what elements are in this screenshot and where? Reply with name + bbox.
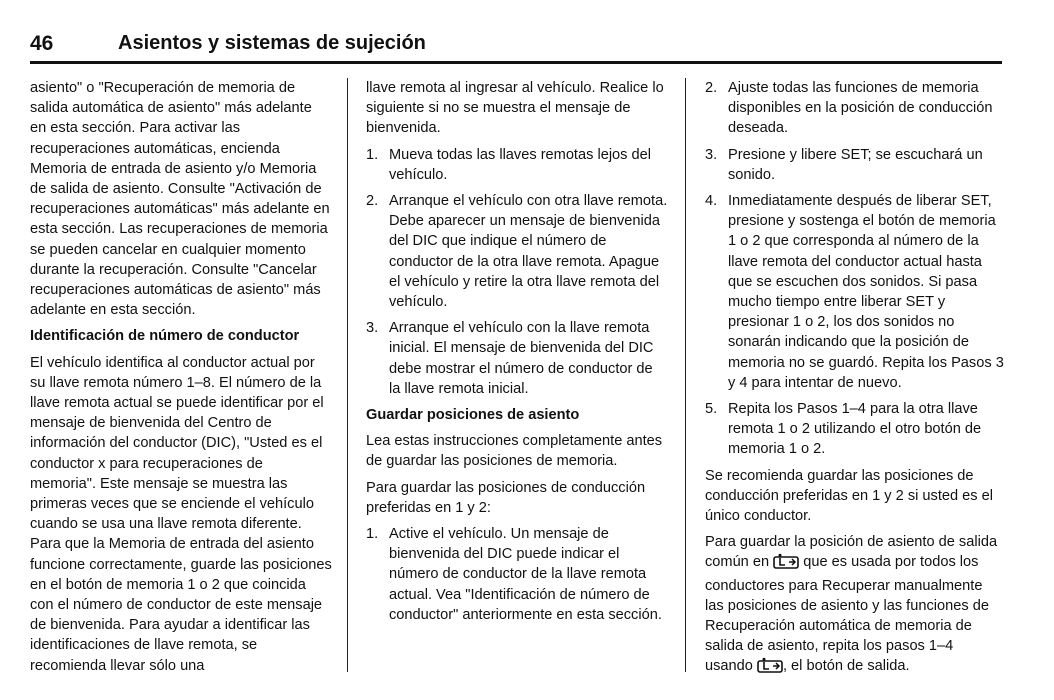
exit-seat-icon [773,553,799,575]
step-number: 1. [366,146,379,163]
step-text: Arranque el vehículo con la llave remota inicial. El mensaje de bienvenida del DIC debe mostrar el número de conductor de la llave remota inicial. [389,320,654,397]
step-number: 3. [705,146,718,163]
step-number: 1. [366,526,379,543]
steps-list [366,145,668,399]
text-run: que es usada por todos los conductores para Recuperar manualmente las posiciones de asiento y las funciones de Recuperación automática de memoria de salida de asiento, repita los pasos 1–4 usando [705,554,989,675]
text-run: Para guardar la posición de asiento de salida común en [705,534,998,571]
column-3 [705,78,1005,686]
column-divider [347,78,348,672]
subheading-driver-id: Identificación de número de conductor [30,328,300,345]
paragraph [705,532,1005,679]
list-item [705,399,1005,460]
paragraph: llave remota al ingresar al vehículo. Realice lo siguiente si no se muestra el mensaje de bienvenida. [366,80,664,137]
step-number: 3. [366,320,379,337]
list-item [366,524,668,625]
step-text: Mueva todas las llaves remotas lejos del vehículo. [389,146,652,183]
text-run: , el botón de salida. [782,658,910,675]
step-text: Ajuste todas las funciones de memoria disponibles en la posición de conducción deseada. [728,80,993,137]
page-header [30,30,1002,60]
step-text: Repita los Pasos 1–4 para la otra llave remota 1 o 2 utilizando el otro botón de memoria 1 o 2. [728,401,982,458]
step-text: Arranque el vehículo con otra llave remota. Debe aparecer un mensaje de bienvenida del DIC que indique el número de conductor de la otra llave remota. Apague el vehículo y retire la otra llave remota del vehículo. [389,193,668,311]
subheading-save-positions: Guardar posiciones de asiento [366,407,580,424]
list-item [705,191,1005,393]
section-title: Asientos y sistemas de sujeción [118,32,426,54]
step-number: 2. [366,193,379,210]
step-text: Presione y libere SET; se escuchará un sonido. [728,146,983,183]
step-text: Inmediatamente después de liberar SET, presione y sostenga el botón de memoria 1 o 2 que corresponda al número de la llave remota del conductor actual hasta que se escuchen dos sonidos. Si pasa mucho tiempo entre liberar SET y presionar 1 o 2, los dos sonidos no sonarán indicando que la posición de memoria no se guardó. Repita los Pasos 3 y 4 para intentar de nuevo. [728,193,1004,391]
column-2 [366,78,668,631]
paragraph: Para guardar las posiciones de conducción preferidas en 1 y 2: [366,479,646,516]
step-number: 4. [705,193,718,210]
list-item [366,145,668,185]
list-item [366,318,668,399]
header-rule [30,61,1002,64]
exit-seat-icon [757,657,783,679]
list-item [705,78,1005,139]
list-item [366,191,668,312]
paragraph: Lea estas instrucciones completamente antes de guardar las posiciones de memoria. [366,433,663,470]
paragraph: El vehículo identifica al conductor actual por su llave remota número 1–8. El número de la llave remota actual se puede identificar por el mensaje de bienvenida del Centro de información del conductor (DIC), "Usted es el conductor x para recuperaciones de memoria". Este mensaje se muestra las primeras veces que se enciende el vehículo cuando se usa una llave remota diferente. Para que la Memoria de entrada del asiento funcione correctamente, guarde las posiciones en el botón de memoria 1 o 2 que coincida con el número de conductor de este mensaje de bienvenida. Para ayudar a identificar las identificaciones de llave remota, se recomienda llevar sólo una [30,354,332,674]
page-number: 46 [30,32,54,55]
paragraph: asiento" o "Recuperación de memoria de salida automática de asiento" más adelante en esta sección. Para activar las recuperaciones automáticas, encienda Memoria de entrada de asiento y/o Memoria de salida de asiento. Consulte "Activación de recuperaciones automáticas" más adelante en esta sección. Las recuperaciones de memoria se pueden cancelar en cualquier momento durante la recuperación. Consulte "Cancelar recuperaciones automáticas de asiento" más adelante en esta sección. [30,80,330,319]
paragraph: Se recomienda guardar las posiciones de conducción preferidas en 1 y 2 si usted es el único conductor. [705,467,993,525]
steps-list [705,78,1005,460]
column-1 [30,78,332,682]
step-number: 2. [705,80,718,96]
step-number: 5. [705,401,718,418]
step-text: Active el vehículo. Un mensaje de bienvenida del DIC puede indicar el número de conductor de la llave remota actual. Vea "Identificación de número de conductor" anteriormente en esta sección. [389,526,662,623]
list-item [705,145,1005,185]
steps-list [366,524,668,625]
column-divider [685,78,686,672]
